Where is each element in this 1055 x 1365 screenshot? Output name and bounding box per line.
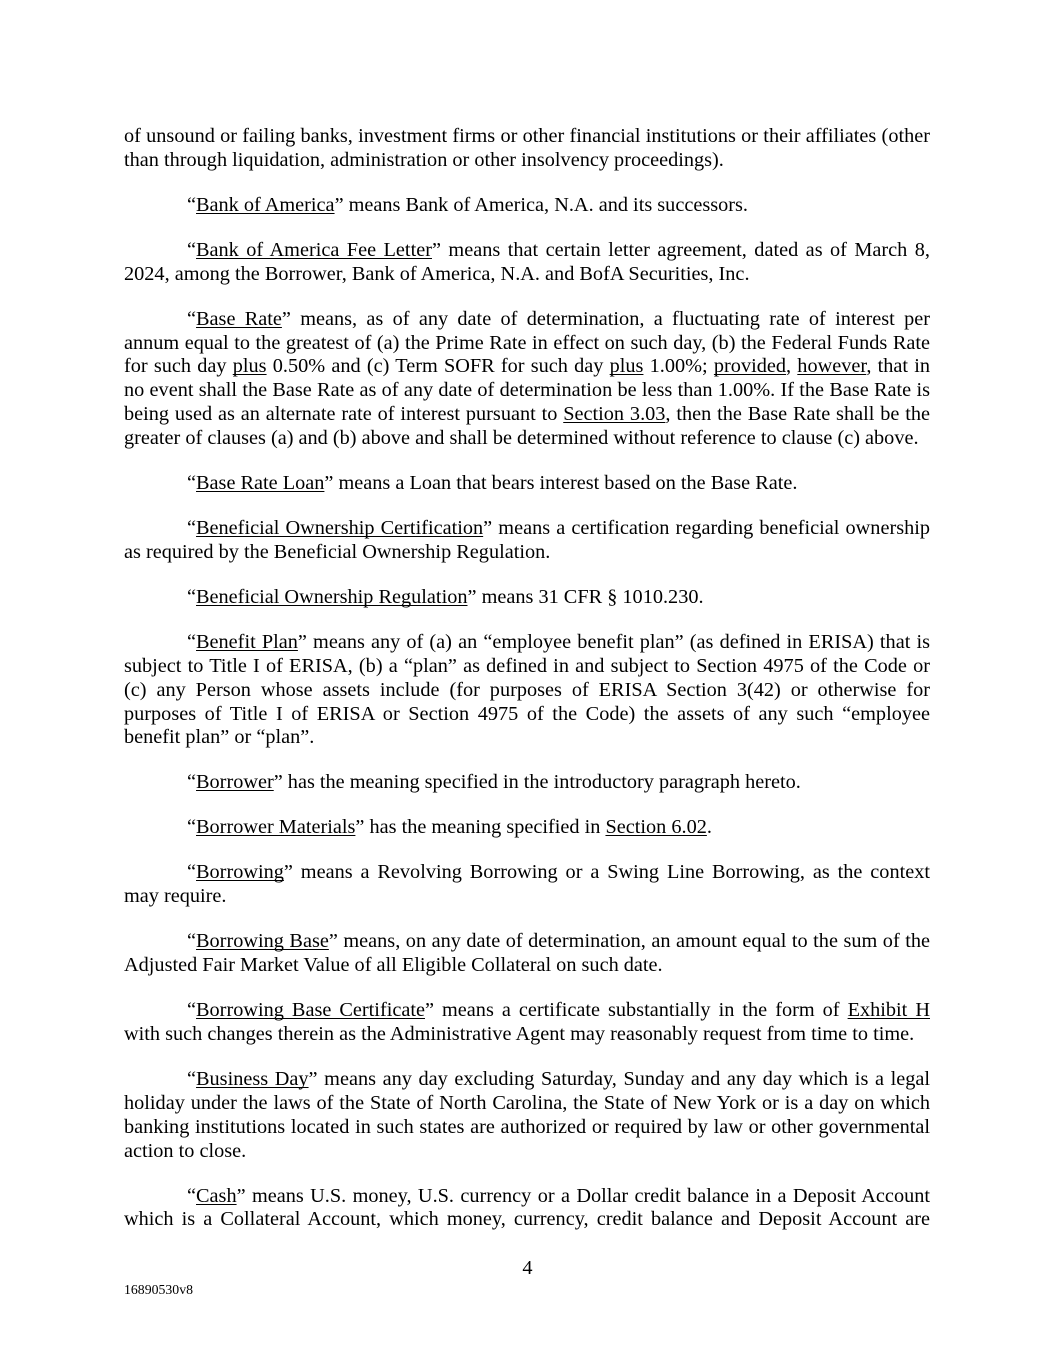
definition-text: ” means 31 CFR § 1010.230. bbox=[467, 585, 704, 608]
emphasis-term: plus bbox=[232, 355, 267, 378]
definition-text: , that in no event shall the Base Rate as of any date of determination be less than 1.00%. If the Base Rate is being used as an alternate rate of interest pursuant to bbox=[124, 355, 930, 426]
defined-term: Borrowing Base bbox=[196, 930, 329, 953]
defined-term: Beneficial Ownership Certification bbox=[196, 517, 484, 540]
definition-cash bbox=[124, 1185, 930, 1233]
definition-text: ” has the meaning specified in the introductory paragraph hereto. bbox=[273, 771, 801, 794]
paragraph-continued-from-previous-page bbox=[124, 125, 930, 173]
emphasis-term: however bbox=[797, 355, 867, 378]
paragraph-text: of unsound or failing banks, investment firms or other financial institutions or their affiliates (other than through liquidation, administration or other insolvency proceedings). bbox=[124, 125, 930, 171]
open-quote: “ bbox=[187, 630, 197, 653]
open-quote: “ bbox=[187, 1068, 197, 1091]
emphasis-term: provided bbox=[713, 355, 786, 378]
definition-bank-of-america-fee-letter bbox=[124, 239, 930, 287]
open-quote: “ bbox=[187, 930, 197, 953]
definition-borrowing-base bbox=[124, 930, 930, 978]
definition-text: , then the Base Rate shall be the greater of clauses (a) and (b) above and shall be determined without reference to clause (c) above. bbox=[124, 403, 930, 449]
defined-term: Borrower bbox=[196, 771, 274, 794]
definition-text: . bbox=[706, 816, 712, 839]
definition-text: ” means any day excluding Saturday, Sunday and any day which is a legal holiday under the laws of the State of North Carolina, the State of New York or is a day on which banking institutions located in such states are authorized or required by law or other governmental action to close. bbox=[124, 1068, 930, 1162]
definition-text: with such changes therein as the Administrative Agent may reasonably request from time to time. bbox=[124, 1023, 915, 1046]
definition-borrower-materials bbox=[124, 816, 930, 840]
definition-text: ” means that certain letter agreement, dated as of March 8, 2024, among the Borrower, Bank of America, N.A. and BofA Securities, Inc. bbox=[124, 238, 930, 285]
cross-reference: Section 3.03 bbox=[563, 403, 666, 426]
definition-base-rate bbox=[124, 308, 930, 451]
open-quote: “ bbox=[187, 307, 197, 330]
defined-term: Borrower Materials bbox=[196, 816, 356, 839]
defined-term: Base Rate bbox=[196, 307, 282, 330]
definition-text: ” means a certification regarding beneficial ownership as required by the Beneficial Ownership Regulation. bbox=[124, 517, 931, 563]
definition-text: 0.50% and (c) Term SOFR for such day bbox=[266, 355, 610, 378]
cross-reference: Section 6.02 bbox=[605, 816, 707, 839]
open-quote: “ bbox=[187, 999, 197, 1022]
definition-text: ” has the meaning specified in bbox=[355, 816, 606, 839]
open-quote: “ bbox=[187, 517, 197, 540]
open-quote: “ bbox=[187, 861, 197, 884]
definition-text: , bbox=[786, 355, 798, 378]
open-quote: “ bbox=[187, 585, 197, 608]
document-body bbox=[124, 125, 930, 1254]
open-quote: “ bbox=[187, 771, 197, 794]
definition-borrower bbox=[124, 771, 930, 795]
definition-text: ” means a Revolving Borrowing or a Swing Line Borrowing, as the context may require. bbox=[124, 861, 930, 908]
definition-text: 1.00%; bbox=[643, 355, 714, 378]
emphasis-term: plus bbox=[609, 355, 644, 378]
definition-beneficial-ownership-certification bbox=[124, 517, 930, 565]
definition-base-rate-loan bbox=[124, 472, 930, 496]
definition-text: ” means, as of any date of determination, a fluctuating rate of interest per annum equal to the greatest of (a) the Prime Rate in effect on such day, (b) the Federal Funds Rate for such day bbox=[124, 307, 930, 378]
defined-term: Borrowing Base Certificate bbox=[196, 999, 425, 1022]
definition-text: ” means, on any date of determination, an amount equal to the sum of the Adjusted Fair Market Value of all Eligible Collateral on such date. bbox=[124, 930, 931, 977]
definition-text: ” means any of (a) an “employee benefit plan” (as defined in ERISA) that is subject to Title I of ERISA, (b) a “plan” as defined in and subject to Section 4975 of the Code or (c) any Person whose assets include (for purposes of ERISA Section 3(42) or otherwise for purposes of Title I of ERISA or Section 4975 of the Code) the assets of any such “employee benefit plan” or “plan”. bbox=[124, 630, 930, 749]
definition-text: ” means U.S. money, U.S. currency or a Dollar credit balance in a Deposit Account which is a Collateral Account, which money, currency, credit balance and Deposit Account are bbox=[124, 1184, 930, 1231]
defined-term: Cash bbox=[196, 1184, 237, 1207]
definition-text: ” means Bank of America, N.A. and its successors. bbox=[334, 193, 748, 216]
definition-beneficial-ownership-regulation bbox=[124, 586, 930, 610]
definition-business-day bbox=[124, 1068, 930, 1163]
open-quote: “ bbox=[187, 238, 197, 261]
definition-text: ” means a certificate substantially in the form of bbox=[424, 999, 848, 1022]
defined-term: Benefit Plan bbox=[196, 630, 298, 653]
definition-benefit-plan bbox=[124, 631, 930, 750]
document-id: 16890530v8 bbox=[124, 1282, 193, 1297]
open-quote: “ bbox=[187, 472, 197, 495]
open-quote: “ bbox=[187, 1184, 197, 1207]
page-number: 4 bbox=[522, 1257, 533, 1279]
definition-text: ” means a Loan that bears interest based on the Base Rate. bbox=[324, 472, 798, 495]
definition-borrowing-base-certificate bbox=[124, 999, 930, 1047]
defined-term: Business Day bbox=[196, 1068, 309, 1091]
open-quote: “ bbox=[187, 193, 197, 216]
open-quote: “ bbox=[187, 816, 197, 839]
definition-borrowing bbox=[124, 861, 930, 909]
defined-term: Beneficial Ownership Regulation bbox=[196, 585, 468, 608]
defined-term: Base Rate Loan bbox=[196, 472, 325, 495]
defined-term: Bank of America Fee Letter bbox=[196, 238, 432, 261]
defined-term: Bank of America bbox=[196, 193, 335, 216]
definition-bank-of-america bbox=[124, 194, 930, 218]
defined-term: Borrowing bbox=[196, 861, 284, 884]
cross-reference: Exhibit H bbox=[847, 999, 930, 1022]
